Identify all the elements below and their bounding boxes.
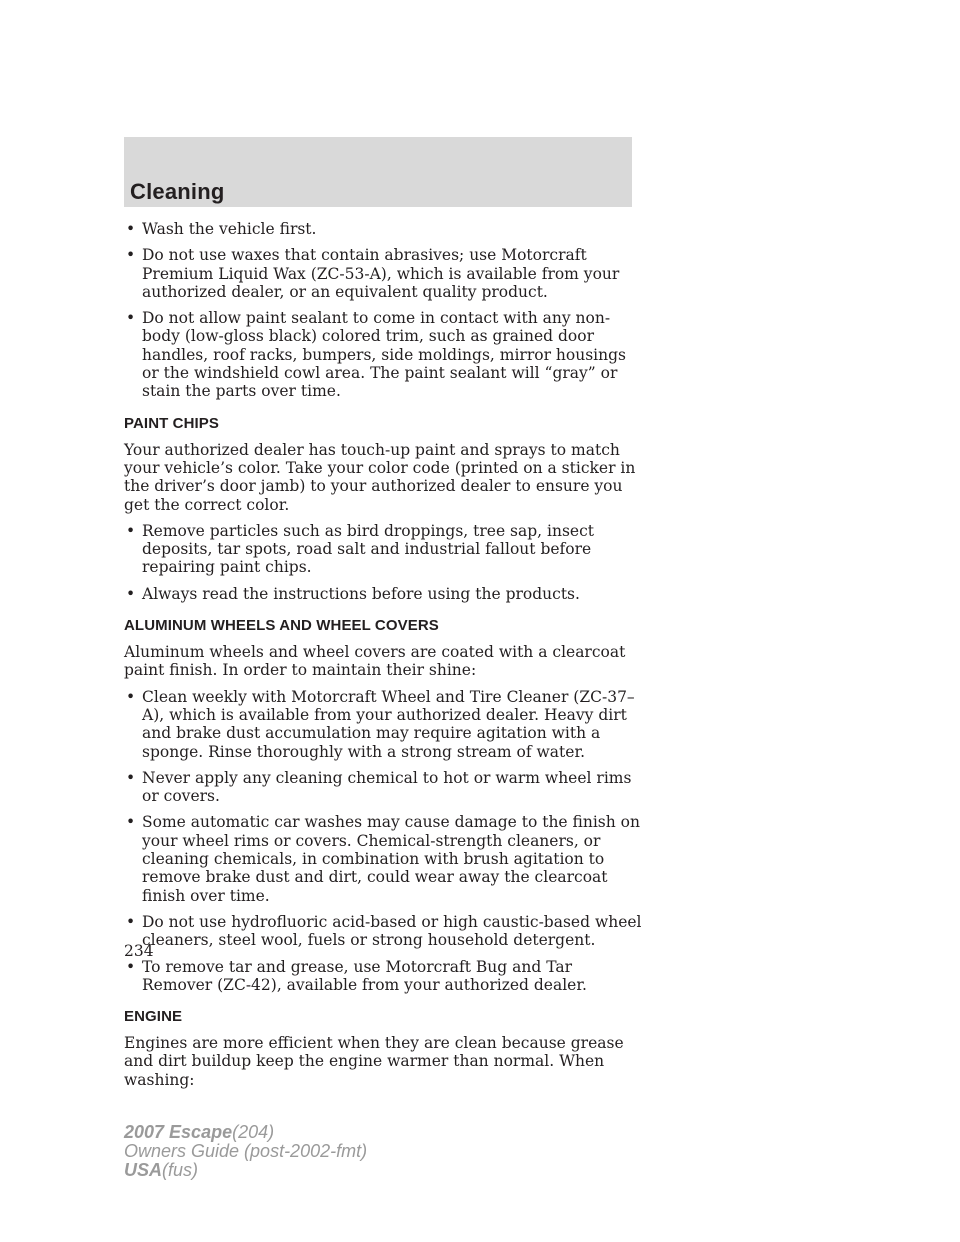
bullet-icon: •: [126, 220, 136, 238]
list-item: [124, 688, 644, 761]
bullet-icon: •: [126, 246, 136, 265]
bullet-icon: •: [126, 912, 136, 931]
paint-chips-intro: Your authorized dealer has touch-up paint and sprays to match your vehicle’s color. Take your color code (printed on a sticker in the driver’s door jamb) to your authorized dealer to ensure you get the correct color.: [124, 440, 636, 514]
list-item: [124, 522, 644, 577]
list-item: [124, 246, 644, 301]
list-item: [124, 913, 644, 950]
list-item-text: Never apply any cleaning chemical to hot or warm wheel rims or covers.: [142, 768, 632, 806]
page-content: [124, 220, 644, 1097]
footer-market-code: (fus): [162, 1160, 199, 1180]
list-item-text: Some automatic car washes may cause damage to the finish on your wheel rims or covers. Chemical-strength cleaners, or cleaning chemicals, in combination with brush agitation to remove brake dust and dirt, could wear away the clearcoat finish over time.: [142, 813, 640, 905]
list-item: [124, 813, 644, 904]
wheels-heading: ALUMINUM WHEELS AND WHEEL COVERS: [124, 617, 439, 635]
list-item-text: Remove particles such as bird droppings, tree sap, insect deposits, tar spots, road salt and industrial fallout before repairing paint chips.: [142, 521, 595, 577]
page-number: 234: [124, 942, 154, 960]
list-item-text: Do not use waxes that contain abrasives; use Motorcraft Premium Liquid Wax (ZC-53-A), which is available from your authorized dealer, or an equivalent quality product.: [142, 246, 620, 301]
section-header-band: [124, 137, 632, 207]
footer-model: 2007 Escape: [124, 1122, 233, 1142]
section-title: Cleaning: [130, 179, 225, 204]
list-item: [124, 958, 644, 995]
footer-model-code: (204): [232, 1122, 275, 1142]
bullet-icon: •: [126, 957, 136, 976]
bullet-icon: •: [126, 687, 136, 706]
list-item-text: Wash the vehicle first.: [142, 220, 317, 238]
list-item: [124, 585, 644, 603]
document-footer: [124, 1123, 367, 1180]
list-item: [124, 309, 644, 400]
engine-heading: ENGINE: [124, 1008, 183, 1026]
bullet-icon: •: [126, 813, 136, 832]
engine-intro: Engines are more efficient when they are clean because grease and dirt buildup keep the engine warmer than normal. When washing:: [124, 1034, 624, 1089]
bullet-icon: •: [126, 584, 136, 603]
list-item-text: Clean weekly with Motorcraft Wheel and Tire Cleaner (ZC-37–A), which is available from your authorized dealer. Heavy dirt and brake dust accumulation may require agitation with a sponge. Rinse thoroughly with a strong stream of water.: [142, 687, 635, 761]
footer-line-market: [124, 1161, 367, 1180]
paint-chips-heading: PAINT CHIPS: [124, 414, 219, 432]
footer-guide: Owners Guide (post-2002-fmt): [124, 1141, 368, 1161]
list-item-text: To remove tar and grease, use Motorcraft Bug and Tar Remover (ZC-42), available from your authorized dealer.: [142, 957, 587, 994]
list-item-text: Do not allow paint sealant to come in contact with any non-body (low-gloss black) colored trim, such as grained door handles, roof racks, bumpers, side moldings, mirror housings or the windshield cowl area. The paint sealant will “gray” or stain the parts over time.: [142, 309, 626, 401]
bullet-icon: •: [126, 768, 136, 787]
footer-market: USA: [124, 1160, 163, 1180]
list-item: [124, 769, 644, 806]
list-item: [124, 220, 644, 238]
bullet-icon: •: [126, 521, 136, 540]
list-item-text: Do not use hydrofluoric acid-based or high caustic-based wheel cleaners, steel wool, fuels or strong household detergent.: [142, 912, 642, 950]
wheels-intro: Aluminum wheels and wheel covers are coated with a clearcoat paint finish. In order to maintain their shine:: [124, 643, 626, 680]
footer-line-model: [124, 1123, 367, 1142]
list-item-text: Always read the instructions before using the products.: [142, 584, 580, 603]
bullet-icon: •: [126, 309, 136, 328]
